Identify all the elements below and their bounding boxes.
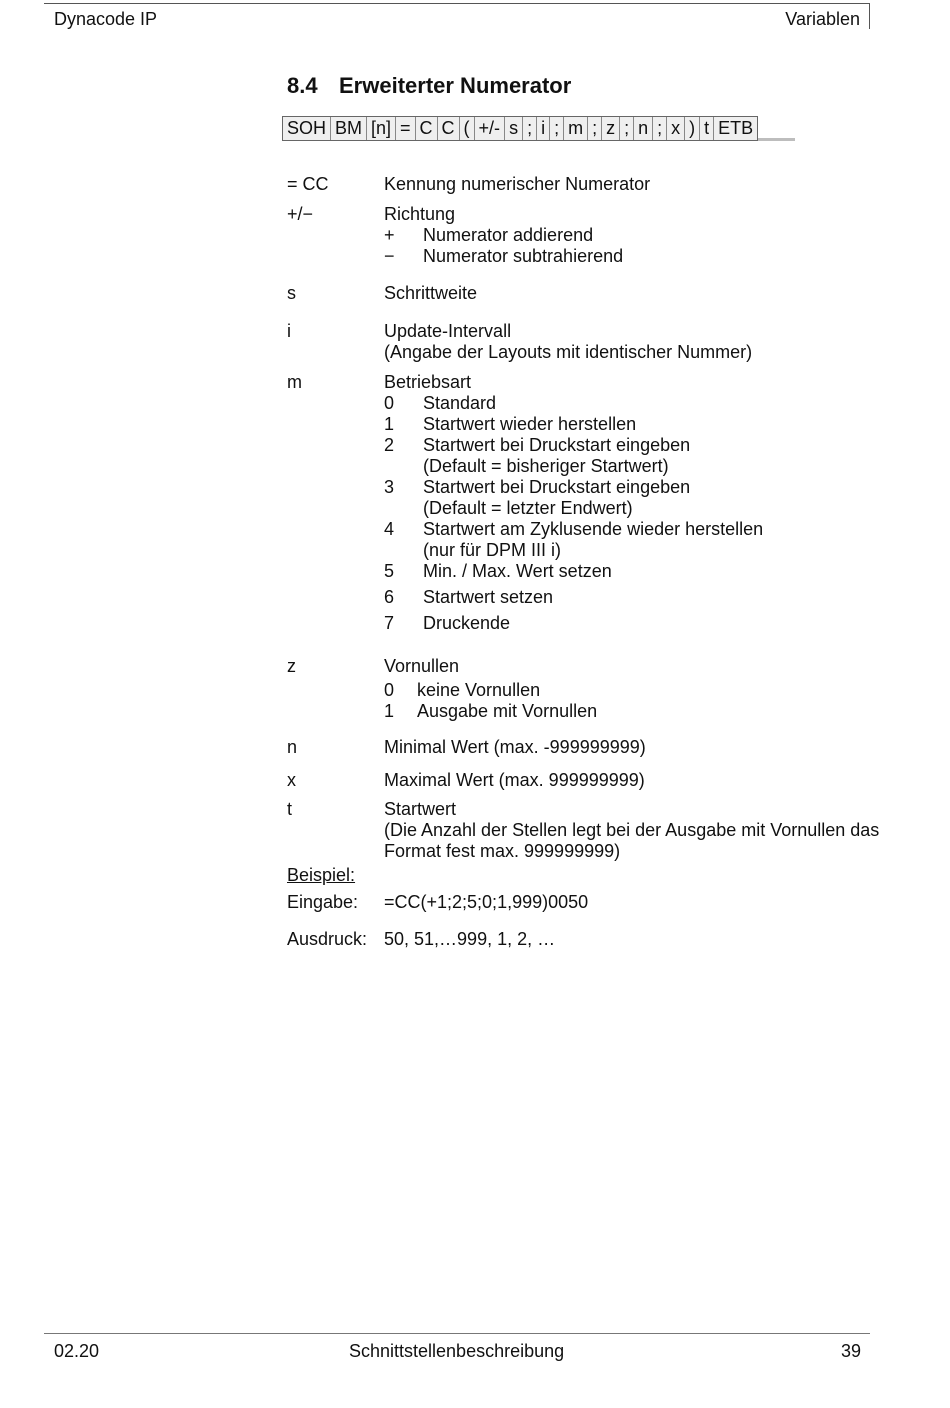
syntax-cell: =	[396, 117, 416, 140]
syntax-cell: SOH	[283, 117, 331, 140]
syntax-cell: )	[685, 117, 700, 140]
syntax-cell: (	[460, 117, 475, 140]
syntax-cell: x	[667, 117, 685, 140]
syntax-cell: t	[700, 117, 714, 140]
syntax-cell: C	[416, 117, 438, 140]
param-note-i: (Angabe der Layouts mit identischer Nummer)	[384, 342, 753, 362]
option-symbol: 7	[384, 613, 395, 633]
header-chapter: Variablen	[785, 9, 860, 29]
option-text: Standard	[423, 393, 497, 413]
option-symbol: +	[384, 225, 395, 245]
param-label-x: x	[287, 770, 296, 790]
syntax-cell: ;	[620, 117, 634, 140]
option-symbol: 1	[384, 701, 395, 721]
section-title: Erweiterter Numerator	[339, 73, 572, 98]
example-output-value: 50, 51,…999, 1, 2, …	[384, 929, 556, 949]
option-text: Ausgabe mit Vornullen	[417, 701, 598, 721]
syntax-cell: m	[564, 117, 588, 140]
section-number: 8.4	[287, 73, 318, 98]
param-label-m: m	[287, 372, 302, 392]
option-symbol: 0	[384, 393, 395, 413]
param-label-s: s	[287, 283, 296, 303]
section-heading	[287, 73, 571, 99]
option-text: Startwert setzen	[423, 587, 554, 607]
syntax-cell: +/-	[475, 117, 506, 140]
syntax-cell: [n]	[367, 117, 396, 140]
syntax-cell: ETB	[714, 117, 757, 140]
example-heading: Beispiel:	[287, 865, 356, 885]
option-text: Startwert wieder herstellen	[423, 414, 637, 434]
syntax-cell: C	[438, 117, 460, 140]
example-input-value: =CC(+1;2;5;0;1,999)0050	[384, 892, 589, 912]
syntax-cell: ;	[523, 117, 537, 140]
syntax-cell: ;	[653, 117, 667, 140]
param-desc-cc: Kennung numerischer Numerator	[384, 174, 651, 194]
syntax-cell: i	[537, 117, 550, 140]
option-symbol: 0	[384, 680, 395, 700]
option-symbol: 6	[384, 587, 395, 607]
header-doc-title: Dynacode IP	[54, 9, 158, 29]
param-desc-n: Minimal Wert (max. -999999999)	[384, 737, 646, 757]
param-desc-x: Maximal Wert (max. 999999999)	[384, 770, 645, 790]
syntax-box	[282, 116, 758, 141]
option-text: Druckende	[423, 613, 511, 633]
example-output-label: Ausdruck:	[287, 929, 368, 949]
footer-rule	[44, 1333, 870, 1334]
param-label-n: n	[287, 737, 298, 757]
param-note-t-line2: Format fest max. 999999999)	[384, 841, 621, 861]
option-text: Numerator addierend	[423, 225, 594, 245]
param-desc-m: Betriebsart	[384, 372, 472, 392]
syntax-cell: n	[634, 117, 653, 140]
footer-page-number: 39	[840, 1341, 861, 1361]
header-rule	[44, 3, 870, 29]
param-desc-t: Startwert	[384, 799, 457, 819]
option-note: (nur für DPM III i)	[423, 540, 562, 560]
syntax-cell: ;	[550, 117, 564, 140]
param-label-cc: = CC	[287, 174, 329, 194]
footer-doc-name: Schnittstellenbeschreibung	[349, 1341, 565, 1361]
option-text: Startwert bei Druckstart eingeben	[423, 477, 691, 497]
param-note-t-line1: (Die Anzahl der Stellen legt bei der Ausgabe mit Vornullen das	[384, 820, 880, 840]
option-symbol: 5	[384, 561, 395, 581]
example-input-label: Eingabe:	[287, 892, 359, 912]
option-text: keine Vornullen	[417, 680, 541, 700]
syntax-cell: s	[505, 117, 523, 140]
param-label-z: z	[287, 656, 296, 676]
option-text: Numerator subtrahierend	[423, 246, 624, 266]
param-desc-s: Schrittweite	[384, 283, 478, 303]
param-desc-z: Vornullen	[384, 656, 460, 676]
syntax-cell: z	[602, 117, 620, 140]
param-label-i: i	[287, 321, 291, 341]
option-note: (Default = letzter Endwert)	[423, 498, 633, 518]
param-label-direction: +/−	[287, 204, 314, 224]
option-symbol: 3	[384, 477, 395, 497]
option-symbol: 2	[384, 435, 395, 455]
param-desc-i: Update-Intervall	[384, 321, 512, 341]
footer-version: 02.20	[54, 1341, 100, 1361]
syntax-cell: BM	[331, 117, 367, 140]
option-text: Startwert bei Druckstart eingeben	[423, 435, 691, 455]
option-symbol: −	[384, 246, 395, 266]
param-label-t: t	[287, 799, 293, 819]
option-text: Min. / Max. Wert setzen	[423, 561, 612, 581]
syntax-cell: ;	[588, 117, 602, 140]
param-desc-direction: Richtung	[384, 204, 456, 224]
option-text: Startwert am Zyklusende wieder herstellen	[423, 519, 764, 539]
option-symbol: 1	[384, 414, 395, 434]
option-symbol: 4	[384, 519, 395, 539]
option-note: (Default = bisheriger Startwert)	[423, 456, 669, 476]
